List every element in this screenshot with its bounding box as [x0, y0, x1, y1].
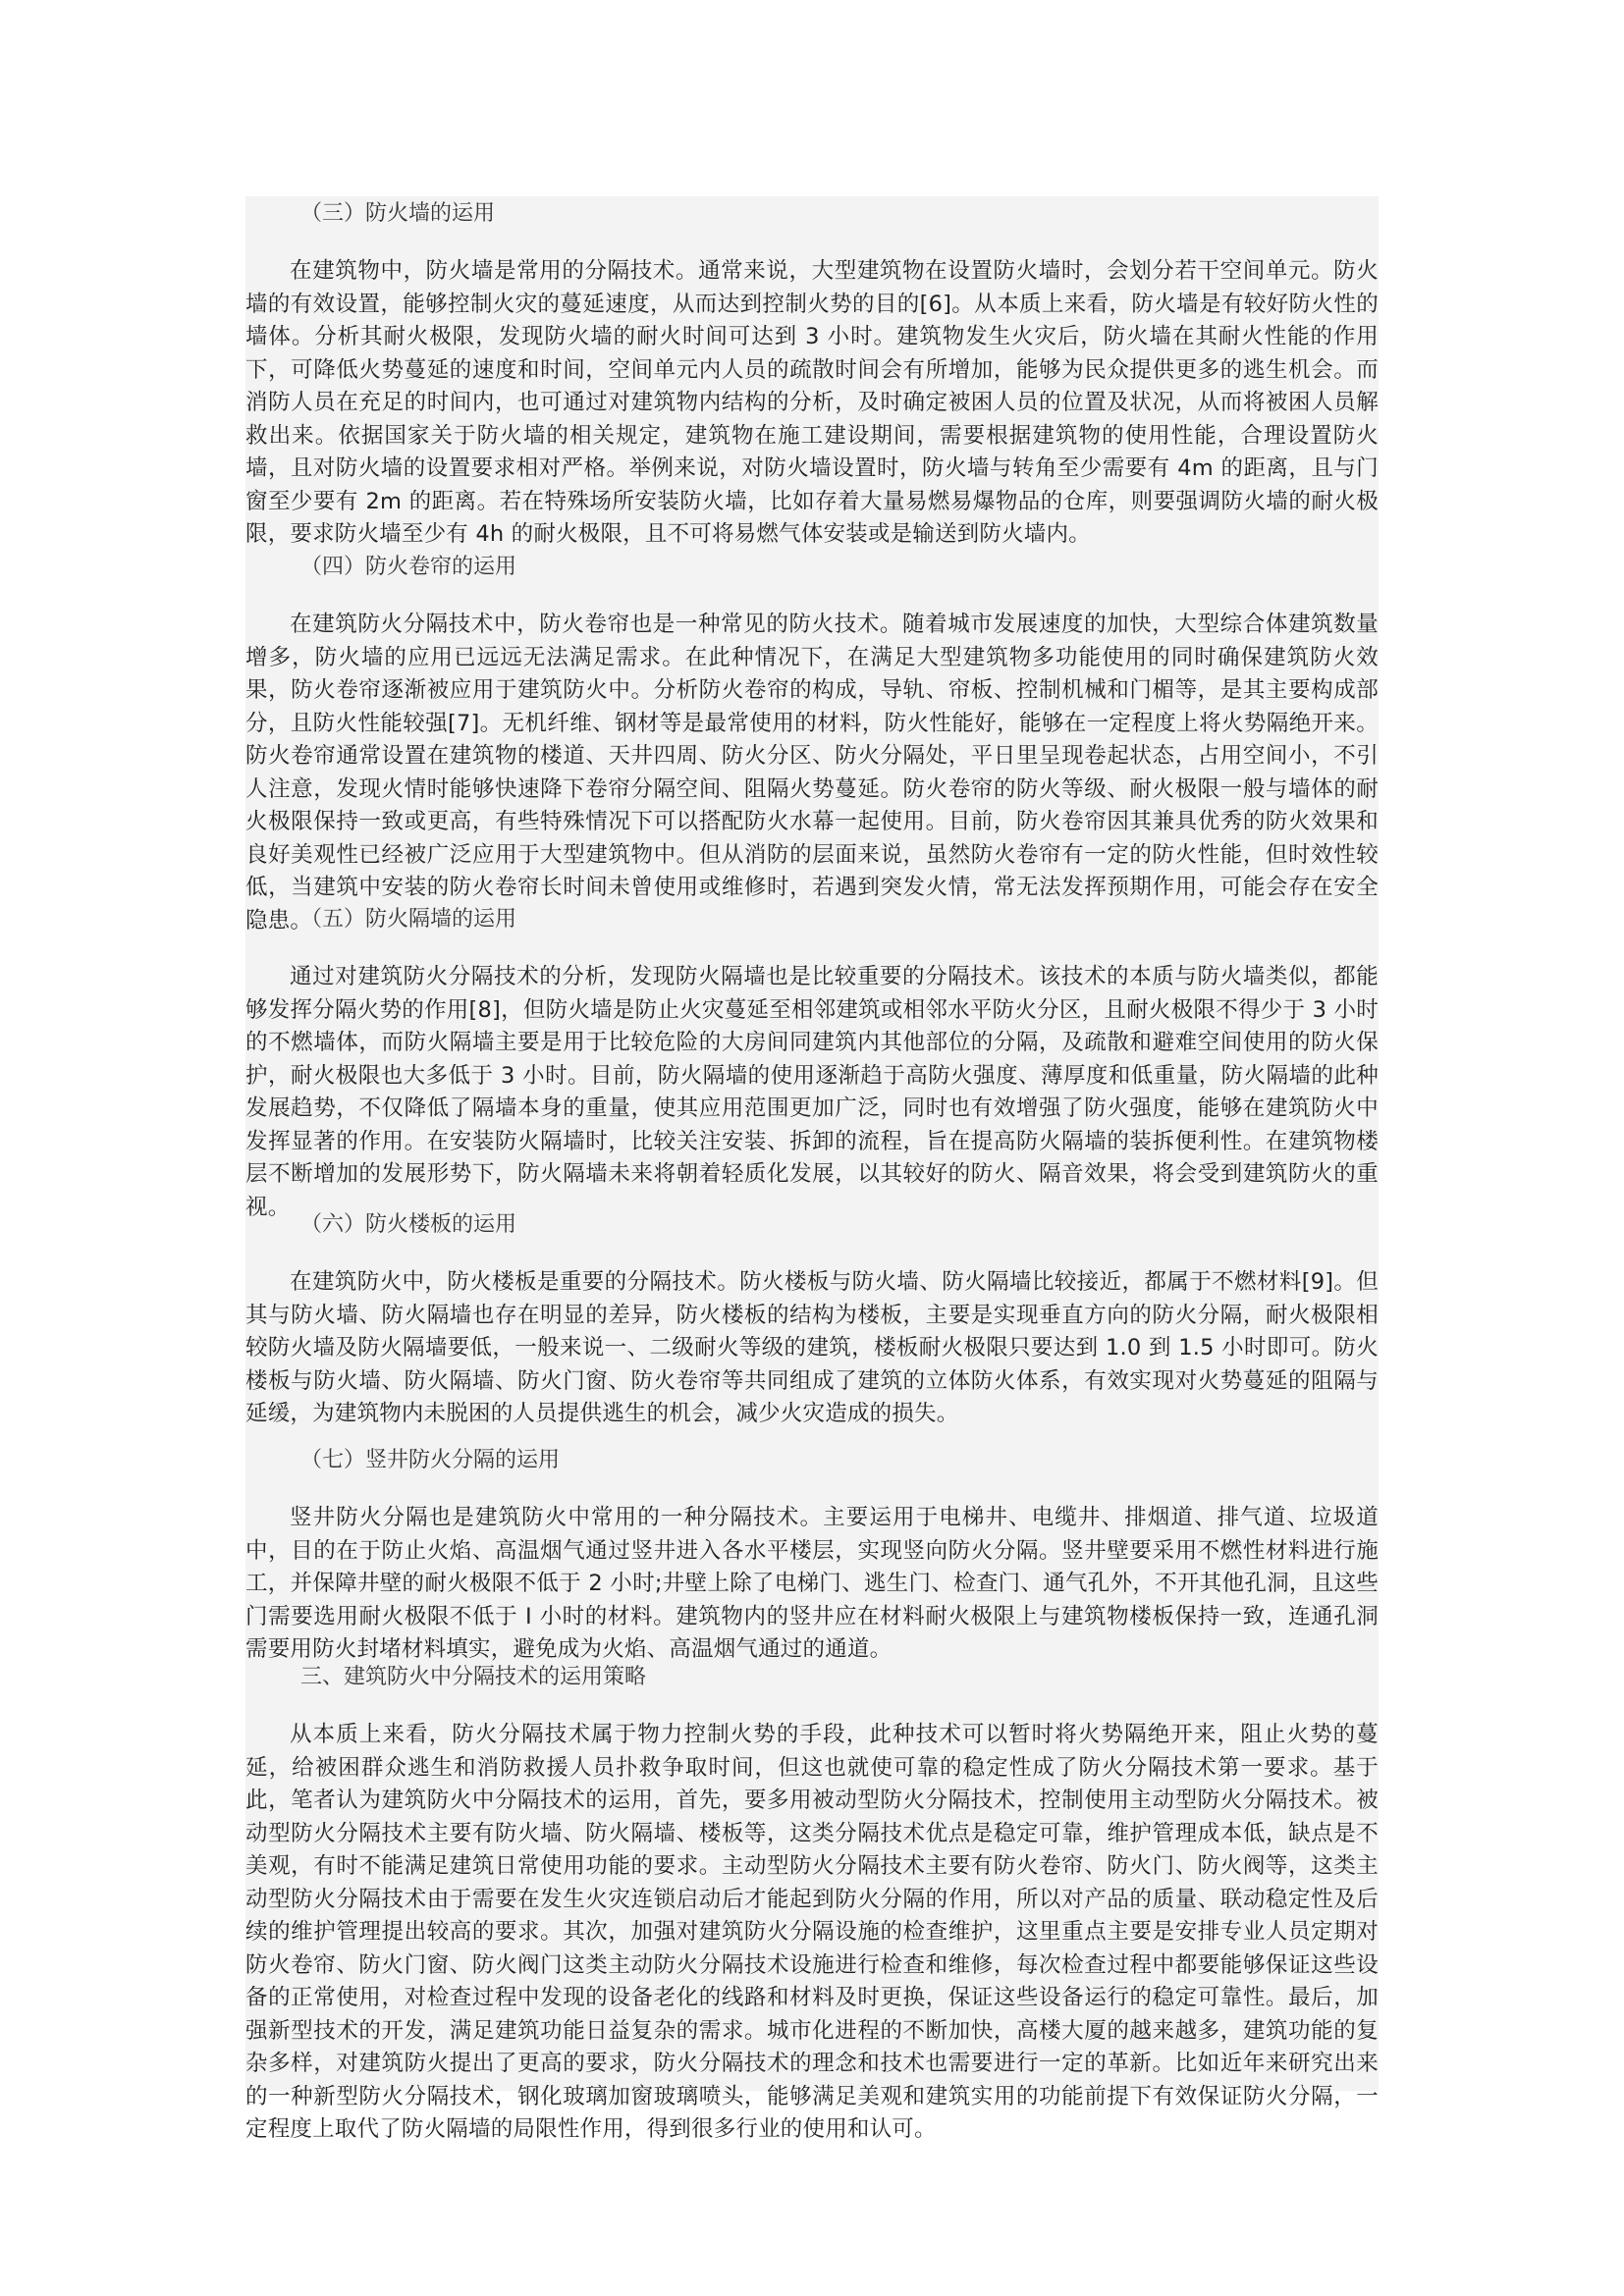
section-fire-partition-wall — [245, 905, 1379, 1224]
section-paragraph: 通过对建筑防火分隔技术的分析，发现防火隔墙也是比较重要的分隔技术。该技术的本质与防火墙类似，都能够发挥分隔火势的作用[8]，但防火墙是防止火灾蔓延至相邻建筑或相邻水平防火分区，且耐火极限不得少于 3 小时的不燃墙体，而防火隔墙主要是用于比较危险的大房间同建筑内其他部位的分隔，及疏散和避难空间使用的防火保护，耐火极限也大多低于 3 小时。目前，防火隔墙的使用逐渐趋于高防火强度、薄厚度和低重量，防火隔墙的此种发展趋势，不仅降低了隔墙本身的重量，使其应用范围更加广泛，同时也有效增强了防火强度，能够在建筑防火中发挥显著的作用。在安装防火隔墙时，比较关注安装、拆卸的流程，旨在提高防火隔墙的装拆便利性。在建筑物楼层不断增加的发展形势下，防火隔墙未来将朝着轻质化发展，以其较好的防火、隔音效果，将会受到建筑防火的重视。 — [245, 964, 1379, 1220]
section-heading: 三、建筑防火中分隔技术的运用策略 — [300, 1665, 647, 1689]
section-application-strategy — [245, 1663, 1379, 2147]
section-heading: （三）防火墙的运用 — [300, 201, 496, 226]
section-firewall — [245, 199, 1379, 552]
section-paragraph: 在建筑防火分隔技术中，防火卷帘也是一种常见的防火技术。随着城市发展速度的加快，大型综合体建筑数量增多，防火墙的应用已远远无法满足需求。在此种情况下，在满足大型建筑物多功能使用的同时确保建筑防火效果，防火卷帘逐渐被应用于建筑防火中。分析防火卷帘的构成，导轨、帘板、控制机械和门楣等，是其主要构成部分，且防火性能较强[7]。无机纤维、钢材等是最常使用的材料，防火性能好，能够在一定程度上将火势隔绝开来。防火卷帘通常设置在建筑物的楼道、天井四周、防火分区、防火分隔处，平日里呈现卷起状态，占用空间小，不引人注意，发现火情时能够快速降下卷帘分隔空间、阻隔火势蔓延。防火卷帘的防火等级、耐火极限一般与墙体的耐火极限保持一致或更高，有些特殊情况下可以搭配防火水幕一起使用。目前，防火卷帘因其兼具优秀的防火效果和良好美观性已经被广泛应用于大型建筑物中。但从消防的层面来说，虽然防火卷帘有一定的防火性能，但时效性较低，当建筑中安装的防火卷帘长时间未曾使用或维修时，若遇到突发火情，常无法发挥预期作用，可能会存在安全隐患。 — [245, 612, 1379, 934]
section-paragraph: 在建筑物中，防火墙是常用的分隔技术。通常来说，大型建筑物在设置防火墙时，会划分若干空间单元。防火墙的有效设置，能够控制火灾的蔓延速度，从而达到控制火势的目的[6]。从本质上来看，防火墙是有较好防火性的墙体。分析其耐火极限，发现防火墙的耐火时间可达到 3 小时。建筑物发生火灾后，防火墙在其耐火性能的作用下，可降低火势蔓延的速度和时间，空间单元内人员的疏散时间会有所增加，能够为民众提供更多的逃生机会。而消防人员在充足的时间内，也可通过对建筑物内结构的分析，及时确定被困人员的位置及状况，从而将被困人员解救出来。依据国家关于防火墙的相关规定，建筑物在施工建设期间，需要根据建筑物的使用性能，合理设置防火墙，且对防火墙的设置要求相对严格。举例来说，对防火墙设置时，防火墙与转角至少需要有 4m 的距离，且与门窗至少要有 2m 的距离。若在特殊场所安装防火墙，比如存着大量易燃易爆物品的仓库，则要强调防火墙的耐火极限，要求防火墙至少有 4h 的耐火极限，且不可将易燃气体安装或是输送到防火墙内。 — [245, 258, 1379, 547]
section-paragraph: 从本质上来看，防火分隔技术属于物力控制火势的手段，此种技术可以暂时将火势隔绝开来，阻止火势的蔓延，给被困群众逃生和消防救援人员扑救争取时间，但这也就使可靠的稳定性成了防火分隔技术第一要求。基于此，笔者认为建筑防火中分隔技术的运用，首先，要多用被动型防火分隔技术，控制使用主动型防火分隔技术。被动型防火分隔技术主要有防火墙、防火隔墙、楼板等，这类分隔技术优点是稳定可靠，维护管理成本低，缺点是不美观，有时不能满足建筑日常使用功能的要求。主动型防火分隔技术主要有防火卷帘、防火门、防火阀等，这类主动型防火分隔技术由于需要在发生火灾连锁启动后才能起到防火分隔的作用，所以对产品的质量、联动稳定性及后续的维护管理提出较高的要求。其次，加强对建筑防火分隔设施的检查维护，这里重点主要是安排专业人员定期对防火卷帘、防火门窗、防火阀门这类主动防火分隔技术设施进行检查和维修，每次检查过程中都要能够保证这些设备的正常使用，对检查过程中发现的设备老化的线路和材料及时更换，保证这些设备运行的稳定可靠性。最后，加强新型技术的开发，满足建筑功能日益复杂的需求。城市化进程的不断加快，高楼大厦的越来越多，建筑功能的复杂多样，对建筑防火提出了更高的要求，防火分隔技术的理念和技术也需要进行一定的革新。比如近年来研究出来的一种新型防火分隔技术，钢化玻璃加窗玻璃喷头，能够满足美观和建筑实用的功能前提下有效保证防火分隔，一定程度上取代了防火隔墙的局限性作用，得到很多行业的使用和认可。 — [245, 1722, 1379, 2142]
section-heading: （七）竖井防火分隔的运用 — [300, 1448, 561, 1472]
section-paragraph: 在建筑防火中，防火楼板是重要的分隔技术。防火楼板与防火墙、防火隔墙比较接近，都属于不燃材料[9]。但其与防火墙、防火隔墙也存在明显的差异，防火楼板的结构为楼板，主要是实现垂直方向的防火分隔，耐火极限相较防火墙及防火隔墙要低，一般来说一、二级耐火等级的建筑，楼板耐火极限只要达到 1.0 到 1.5 小时即可。防火楼板与防火墙、防火隔墙、防火门窗、防火卷帘等共同组成了建筑的立体防火体系，有效实现对火势蔓延的阻隔与延缓，为建筑物内未脱困的人员提供逃生的机会，减少火灾造成的损失。 — [245, 1269, 1379, 1426]
section-heading: （六）防火楼板的运用 — [300, 1212, 517, 1237]
section-heading: （四）防火卷帘的运用 — [300, 555, 517, 579]
section-paragraph: 竖井防火分隔也是建筑防火中常用的一种分隔技术。主要运用于电梯井、电缆井、排烟道、排气道、垃圾道中，目的在于防止火焰、高温烟气通过竖井进入各水平楼层，实现竖向防火分隔。竖井壁要采用不燃性材料进行施工，并保障井壁的耐火极限不低于 2 小时;井壁上除了电梯门、逃生门、检查门、通气孔外，不开其他孔洞，且这些门需要选用耐火极限不低于 I 小时的材料。建筑物内的竖井应在材料耐火极限上与建筑物楼板保持一致，连通孔洞需要用防火封堵材料填实，避免成为火焰、高温烟气通过的通道。 — [245, 1505, 1379, 1662]
section-heading: （五）防火隔墙的运用 — [300, 907, 517, 932]
document-page — [245, 196, 1379, 2142]
section-shaft-separation — [245, 1446, 1379, 1667]
section-fire-floor-slab — [245, 1210, 1379, 1431]
section-fire-shutter — [245, 553, 1379, 937]
